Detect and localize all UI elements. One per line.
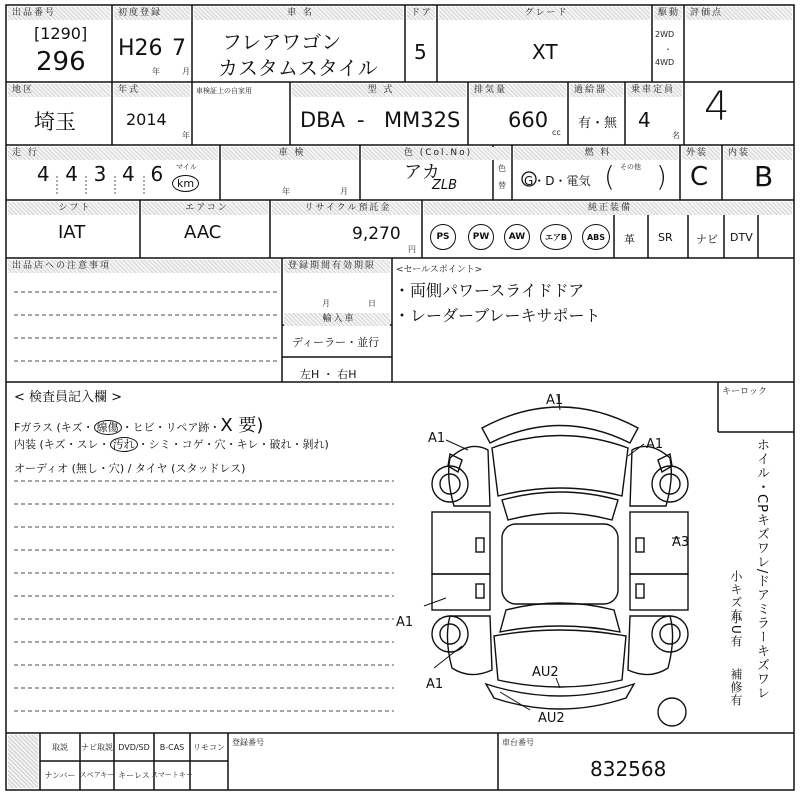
equipment-navi: ナビ — [696, 233, 718, 246]
warranty-month-mark: 月 — [322, 299, 330, 308]
capacity-unit: 名 — [672, 131, 680, 140]
footer-item-smart-key: スマートキー — [151, 771, 193, 779]
vertical-note-small-scratch: 小キズ有 — [729, 570, 743, 622]
interior-suffix: ・シミ・コゲ・穴・キレ・破れ・剝れ) — [137, 438, 329, 451]
score-value: 4 — [704, 84, 730, 130]
import-header: 車検証上の自家用 — [196, 87, 252, 95]
grade-header: グレード — [439, 7, 650, 20]
inspection-header: 車 検 — [222, 147, 358, 160]
recycle-value: 9,270 — [352, 224, 401, 244]
displacement-value: 660 — [508, 108, 549, 132]
drive-dot: ・ — [664, 45, 672, 54]
registration-number-label: 登録番号 — [232, 738, 264, 747]
shift-header: シフト — [8, 202, 138, 215]
fuel-open-paren: ( — [604, 160, 615, 193]
first-registration-header: 初度登録 — [114, 7, 190, 20]
mileage-unit-km: km — [172, 175, 199, 192]
windshield-handwritten: X 要) — [220, 415, 264, 436]
equipment-abs: ABS — [582, 224, 610, 250]
color-side-1: 色 — [498, 164, 506, 173]
key-lock-label: キーロック — [722, 387, 767, 397]
model-code: MM32S — [384, 108, 461, 132]
color-header: 色 (Col.No) — [362, 147, 510, 160]
mark-rear-bumper: AU2 — [538, 711, 565, 726]
selling-point-1: ・両側パワースライドドア — [394, 281, 585, 300]
first-reg-month-mark: 月 — [182, 67, 190, 76]
recycle-header: リサイクル預託金 — [272, 202, 420, 215]
region-value: 埼玉 — [34, 110, 76, 134]
exterior-header: 外装 — [682, 147, 720, 160]
fuel-other-label: その他 — [620, 163, 641, 171]
displacement-unit: cc — [552, 128, 561, 137]
score-header: 評価点 — [686, 7, 792, 20]
selling-point-2: ・レーダーブレーキサポート — [394, 306, 601, 325]
inspection-month-mark: 月 — [340, 187, 348, 196]
mileage-header: 走 行 — [8, 147, 218, 160]
model-year-value: 2014 — [126, 110, 167, 129]
interior-header: 内装 — [724, 147, 792, 160]
first-reg-year-mark: 年 — [152, 67, 160, 76]
selling-points-label: <セールスポイント> — [396, 265, 483, 275]
car-name-header: 車 名 — [194, 7, 403, 20]
equipment-pw: PW — [468, 224, 494, 250]
equipment-sunroof: SR — [658, 231, 673, 244]
recycle-unit: 円 — [408, 245, 416, 254]
footer-item-plate: ナンバー — [44, 770, 76, 780]
model-prefix: DBA — [300, 108, 345, 132]
car-condition-diagram — [396, 388, 710, 728]
steering-value: 左H ・ 右H — [300, 368, 357, 381]
inspector-title: < 検査員記入欄 > — [14, 390, 123, 405]
footer-item-keyless: キーレス — [118, 770, 150, 780]
model-dash: - — [357, 108, 365, 132]
footer-item-remote: リモコン — [193, 742, 225, 752]
mileage-digit: 4 — [36, 162, 50, 186]
mark-front-bumper: A1 — [546, 393, 564, 408]
turbo-value: 有・無 — [578, 116, 618, 131]
equipment-airbag: エアB — [540, 224, 572, 250]
drive-2wd: 2WD — [655, 30, 675, 39]
drive-header: 駆動 — [654, 7, 682, 20]
mark-left-front-fender: A1 — [428, 431, 446, 446]
equipment-leather: 革 — [624, 233, 635, 246]
lot-number: 296 — [36, 47, 86, 77]
fuel-header: 燃 料 — [514, 147, 678, 160]
inspector-line-1 — [14, 411, 263, 437]
first-reg-era: H26 — [118, 36, 163, 61]
interior-circled: 汚れ — [110, 437, 138, 452]
doors-header: ドア — [407, 7, 435, 20]
interior-prefix: 内装 (キズ・スレ・ — [14, 438, 110, 451]
lot-number-header: 出品番号 — [8, 7, 110, 20]
import-car-header: 輸入車 — [284, 313, 390, 326]
vertical-note-small-dent: 小U有 — [729, 612, 743, 648]
windshield-suffix: ・ヒビ・リペア跡・ — [121, 421, 221, 434]
mark-tailgate: AU2 — [532, 665, 559, 680]
vertical-note-repair: 補修有 — [729, 668, 743, 707]
windshield-circled: 線傷 — [94, 420, 122, 435]
color-value: アカ — [404, 162, 440, 183]
windshield-prefix: Fガラス (キズ・ — [14, 421, 94, 434]
inspector-line-2 — [14, 436, 329, 452]
mileage-digit-separators — [30, 176, 170, 196]
displacement-header: 排気量 — [470, 84, 566, 97]
mileage-digit: 3 — [93, 162, 107, 186]
capacity-header: 乗車定員 — [627, 84, 682, 97]
shift-value: IAT — [58, 222, 86, 243]
notes-header: 出品店への注意事項 — [8, 260, 280, 273]
fuel-close-paren: ) — [656, 160, 667, 193]
ac-header: エアコン — [142, 202, 268, 215]
mileage-digit: 6 — [150, 162, 164, 186]
footer-item-manual: 取説 — [52, 742, 68, 752]
mileage-digit: 4 — [65, 162, 78, 186]
region-header: 地区 — [8, 84, 110, 97]
model-year-mark: 年 — [182, 131, 190, 140]
doors-value: 5 — [414, 40, 427, 64]
mark-left-rear-fender: A1 — [426, 677, 444, 692]
first-reg-month: 7 — [172, 36, 186, 61]
import-value: ディーラー・並行 — [292, 336, 380, 349]
drive-4wd: 4WD — [655, 58, 675, 67]
chassis-number-label: 車台番号 — [502, 738, 534, 747]
footer-item-spare-key: スペアキー — [79, 771, 115, 779]
fuel-options: G・D・電気 — [524, 174, 591, 188]
mark-right-door: A3 — [672, 535, 690, 550]
mark-right-front-fender: A1 — [646, 437, 664, 452]
model-header: 型 式 — [292, 84, 466, 97]
equipment-dtv: DTV — [730, 231, 753, 244]
vertical-note-main: ホイル・CPキズワレ/ドアミラーキズワレ — [754, 438, 769, 701]
color-code: ZLB — [432, 178, 458, 193]
equipment-aw: AW — [504, 224, 530, 250]
equipment-ps: PS — [430, 224, 456, 250]
car-name-line2: カスタムスタイル — [218, 56, 378, 80]
inspector-line-3: オーディオ (無し・穴) / タイヤ (スタッドレス) — [14, 462, 246, 475]
ac-value: AAC — [184, 222, 222, 243]
color-side-2: 替 — [498, 181, 506, 190]
grade-value: XT — [532, 40, 558, 64]
warranty-expiry-header: 登録期間有効期限 — [284, 260, 390, 273]
chassis-number: 832568 — [590, 757, 667, 781]
inspection-year-mark: 年 — [282, 187, 290, 196]
car-name-line1: フレアワゴン — [222, 30, 342, 54]
equipment-header: 純正装備 — [424, 202, 792, 215]
exterior-grade: C — [690, 162, 709, 192]
lot-bracket: [1290] — [34, 24, 88, 43]
footer-stamp-area — [8, 735, 38, 788]
year-header: 年式 — [114, 84, 190, 97]
interior-grade: B — [754, 160, 774, 193]
turbo-header: 過給器 — [570, 84, 623, 97]
capacity-value: 4 — [638, 108, 651, 132]
warranty-day-mark: 日 — [368, 299, 376, 308]
footer-item-bcas: B-CAS — [159, 742, 185, 752]
gasoline-circle — [520, 170, 538, 188]
footer-item-navi-manual: ナビ取説 — [81, 742, 113, 752]
mileage-unit-mile: マイル — [176, 163, 197, 171]
mark-left-rear-door: A1 — [396, 615, 414, 630]
mileage-digit: 4 — [122, 162, 135, 186]
footer-item-dvd-sd: DVD/SD — [118, 742, 150, 752]
